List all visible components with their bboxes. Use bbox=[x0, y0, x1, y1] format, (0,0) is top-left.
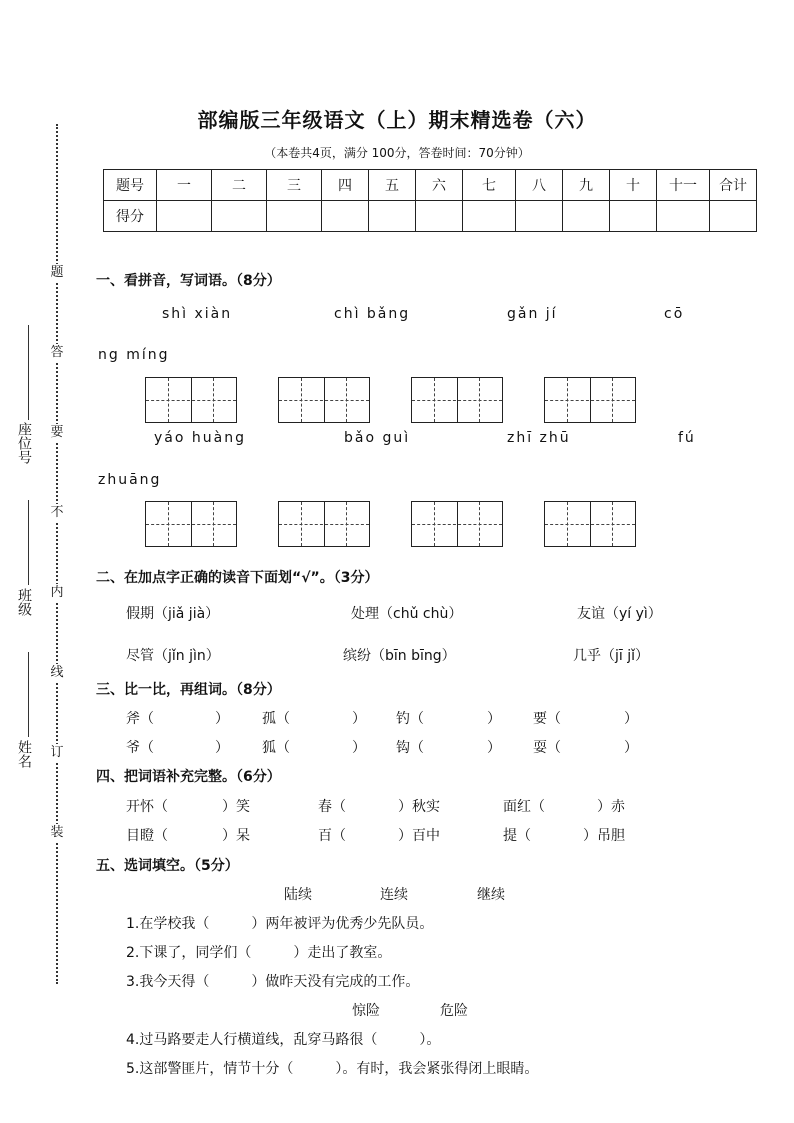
binding-char: 装 bbox=[50, 825, 64, 840]
pinyin: ng míng bbox=[98, 347, 170, 363]
fill-question[interactable]: 3.我今天得（ ）做昨天没有完成的工作。 bbox=[126, 974, 420, 990]
idiom-part: ）百中 bbox=[398, 828, 440, 844]
reading-choice-item[interactable]: 尽管（jǐn jìn） bbox=[126, 648, 220, 664]
score-header-cell: 十 bbox=[610, 170, 657, 201]
score-cell[interactable] bbox=[516, 201, 563, 232]
compare-char: 钩（ bbox=[396, 740, 424, 756]
binding-char: 订 bbox=[50, 745, 64, 760]
name-line[interactable] bbox=[28, 652, 29, 737]
idiom-part: 百（ bbox=[318, 828, 346, 844]
idiom-part: 提（ bbox=[503, 828, 531, 844]
blank-close: ） bbox=[624, 711, 638, 727]
score-table bbox=[103, 169, 757, 232]
compare-char: 狐（ bbox=[262, 740, 290, 756]
blank-close: ） bbox=[352, 740, 366, 756]
score-row-label: 得分 bbox=[104, 201, 157, 232]
idiom-part: 面红（ bbox=[503, 799, 545, 815]
idiom-part: 目瞪（ bbox=[126, 828, 168, 844]
binding-char: 要 bbox=[50, 425, 64, 440]
writing-box[interactable] bbox=[145, 501, 237, 547]
word-choice: 继续 bbox=[477, 887, 505, 903]
writing-box[interactable] bbox=[411, 501, 503, 547]
section-4-heading: 四、把词语补充完整。（6分） bbox=[96, 769, 281, 785]
compare-char: 耍（ bbox=[533, 740, 561, 756]
score-header-cell: 六 bbox=[416, 170, 463, 201]
binding-char: 答 bbox=[50, 345, 64, 360]
seat-number-line[interactable] bbox=[28, 325, 29, 420]
blank-close: ） bbox=[215, 740, 229, 756]
binding-char: 线 bbox=[50, 665, 64, 680]
score-cell[interactable] bbox=[710, 201, 757, 232]
score-header-cell: 四 bbox=[322, 170, 369, 201]
binding-char: 题 bbox=[50, 265, 64, 280]
score-cell[interactable] bbox=[463, 201, 516, 232]
writing-box[interactable] bbox=[278, 377, 370, 423]
pinyin: chì bǎng bbox=[334, 306, 411, 322]
score-header-cell: 五 bbox=[369, 170, 416, 201]
blank-close: ） bbox=[352, 711, 366, 727]
binding-dotted-line bbox=[56, 124, 58, 984]
score-header-cell: 二 bbox=[212, 170, 267, 201]
reading-choice-item[interactable]: 缤纷（bīn bīng） bbox=[343, 648, 456, 664]
score-header-cell: 八 bbox=[516, 170, 563, 201]
writing-box[interactable] bbox=[544, 501, 636, 547]
score-cell[interactable] bbox=[322, 201, 369, 232]
compare-char: 要（ bbox=[533, 711, 561, 727]
class-line[interactable] bbox=[28, 500, 29, 585]
fill-question[interactable]: 2.下课了，同学们（ ）走出了教室。 bbox=[126, 945, 392, 961]
word-choice: 陆续 bbox=[284, 887, 312, 903]
pinyin: cō bbox=[664, 306, 685, 322]
pinyin: shì xiàn bbox=[162, 306, 233, 322]
idiom-part: ）赤 bbox=[597, 799, 625, 815]
score-header-cell: 九 bbox=[563, 170, 610, 201]
pinyin: yáo huàng bbox=[154, 430, 246, 446]
score-header-cell: 一 bbox=[157, 170, 212, 201]
reading-choice-item[interactable]: 几乎（jī jǐ） bbox=[573, 648, 650, 664]
compare-char: 斧（ bbox=[126, 711, 154, 727]
binding-char: 不 bbox=[50, 505, 64, 520]
score-header-cell: 十一 bbox=[657, 170, 710, 201]
score-cell[interactable] bbox=[563, 201, 610, 232]
binding-char: 内 bbox=[50, 585, 64, 600]
compare-char: 钓（ bbox=[396, 711, 424, 727]
reading-choice-item[interactable]: 假期（jiǎ jià） bbox=[126, 606, 220, 622]
exam-info: （本卷共4页，满分 100分，答卷时间：70分钟） bbox=[264, 146, 530, 160]
pinyin: fú bbox=[678, 430, 696, 446]
section-1-heading: 一、看拼音，写词语。（8分） bbox=[96, 273, 281, 289]
class-label: 班级 bbox=[16, 588, 32, 616]
writing-box[interactable] bbox=[544, 377, 636, 423]
score-header-cell: 七 bbox=[463, 170, 516, 201]
score-cell[interactable] bbox=[657, 201, 710, 232]
score-header-cell: 三 bbox=[267, 170, 322, 201]
score-cell[interactable] bbox=[369, 201, 416, 232]
idiom-part: ）笑 bbox=[222, 799, 250, 815]
score-table-score-row bbox=[104, 201, 757, 232]
word-choice: 惊险 bbox=[352, 1003, 380, 1019]
score-cell[interactable] bbox=[416, 201, 463, 232]
pinyin: zhuāng bbox=[98, 472, 162, 488]
compare-char: 孤（ bbox=[262, 711, 290, 727]
score-cell[interactable] bbox=[267, 201, 322, 232]
blank-close: ） bbox=[487, 711, 501, 727]
seat-number-label: 座位号 bbox=[16, 422, 32, 464]
page-title: 部编版三年级语文（上）期末精选卷（六） bbox=[197, 108, 597, 132]
fill-question[interactable]: 1.在学校我（ ）两年被评为优秀少先队员。 bbox=[126, 916, 434, 932]
score-header-cell: 题号 bbox=[104, 170, 157, 201]
reading-choice-item[interactable]: 友谊（yí yì） bbox=[577, 606, 662, 622]
reading-choice-item[interactable]: 处理（chǔ chù） bbox=[351, 606, 463, 622]
score-cell[interactable] bbox=[610, 201, 657, 232]
section-3-heading: 三、比一比，再组词。（8分） bbox=[96, 682, 281, 698]
blank-close: ） bbox=[624, 740, 638, 756]
score-cell[interactable] bbox=[212, 201, 267, 232]
pinyin: gǎn jí bbox=[507, 306, 558, 322]
writing-box[interactable] bbox=[278, 501, 370, 547]
idiom-part: ）秋实 bbox=[398, 799, 440, 815]
word-choice: 危险 bbox=[440, 1003, 468, 1019]
section-2-heading: 二、在加点字正确的读音下面划“√”。（3分） bbox=[96, 570, 379, 586]
writing-box[interactable] bbox=[411, 377, 503, 423]
name-label: 姓名 bbox=[16, 740, 32, 768]
score-table-header-row bbox=[104, 170, 757, 201]
blank-close: ） bbox=[215, 711, 229, 727]
idiom-part: 春（ bbox=[318, 799, 346, 815]
word-choice: 连续 bbox=[380, 887, 408, 903]
idiom-part: ）吊胆 bbox=[583, 828, 625, 844]
fill-question[interactable]: 5.这部警匪片，情节十分（ ）。有时，我会紧张得闭上眼睛。 bbox=[126, 1061, 539, 1077]
pinyin: zhī zhū bbox=[507, 430, 571, 446]
section-5-heading: 五、选词填空。（5分） bbox=[96, 858, 239, 874]
score-header-cell: 合计 bbox=[710, 170, 757, 201]
blank-close: ） bbox=[487, 740, 501, 756]
idiom-part: ）呆 bbox=[222, 828, 250, 844]
idiom-part: 开怀（ bbox=[126, 799, 168, 815]
compare-char: 爷（ bbox=[126, 740, 154, 756]
pinyin: bǎo guì bbox=[344, 430, 411, 446]
writing-box[interactable] bbox=[145, 377, 237, 423]
score-cell[interactable] bbox=[157, 201, 212, 232]
fill-question[interactable]: 4.过马路要走人行横道线，乱穿马路很（ ）。 bbox=[126, 1032, 441, 1048]
